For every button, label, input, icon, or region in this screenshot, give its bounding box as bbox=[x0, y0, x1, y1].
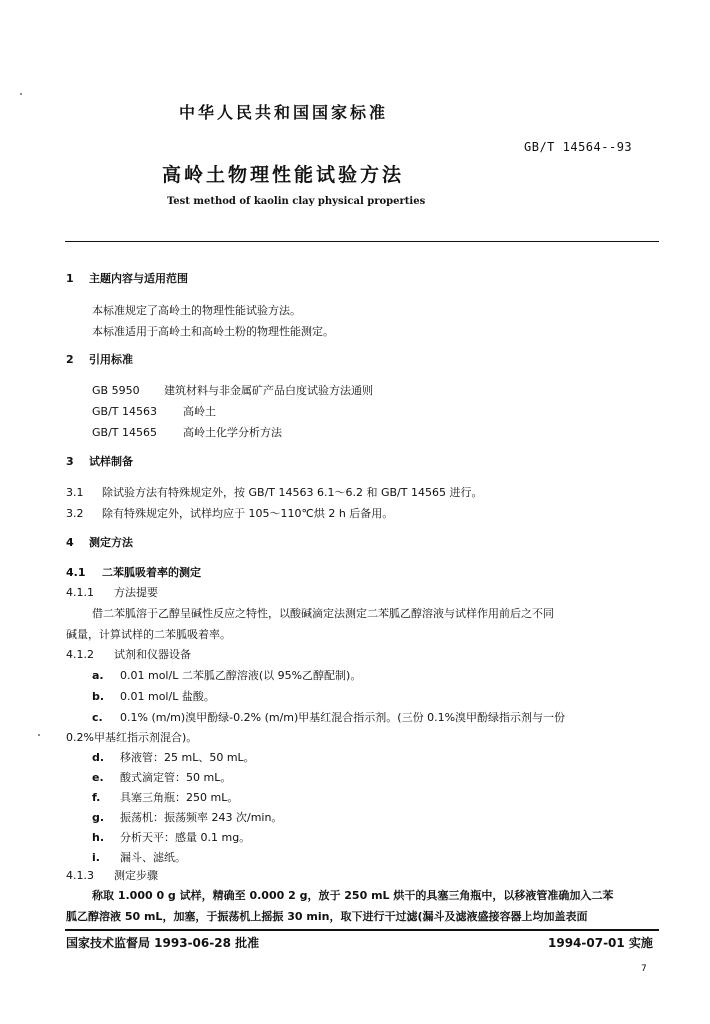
ref-code: GB 5950 bbox=[92, 384, 140, 397]
subsection-title: 方法提要 bbox=[114, 586, 158, 599]
list-item-label: g. bbox=[92, 811, 105, 824]
clause-text: 除试验方法有特殊规定外，按 GB/T 14563 6.1～6.2 和 GB/T 14565 进行。 bbox=[102, 486, 483, 499]
section-2-number: 2 bbox=[66, 353, 74, 366]
body-paragraph-line: 借二苯胍溶于乙醇呈碱性反应之特性，以酸碱滴定法测定二苯胍乙醇溶液与试样作用前后之不同 bbox=[92, 607, 554, 620]
clause-number: 4.1.1 bbox=[66, 586, 94, 599]
list-item-label: h. bbox=[92, 831, 105, 844]
list-item-text: 0.01 mol/L 二苯胍乙醇溶液(以 95%乙醇配制)。 bbox=[120, 669, 362, 682]
list-item-label: b. bbox=[92, 690, 105, 703]
section-1-para-1: 本标准规定了高岭土的物理性能试验方法。 bbox=[92, 304, 301, 317]
header-divider bbox=[65, 241, 659, 242]
section-1-para-2: 本标准适用于高岭土和高岭土粉的物理性能测定。 bbox=[92, 325, 334, 338]
section-3-number: 3 bbox=[66, 455, 74, 468]
list-item-continuation: 0.2%甲基红指示剂混合)。 bbox=[66, 731, 198, 744]
document-title-en: Test method of kaolin clay physical properties bbox=[167, 196, 426, 207]
list-item-text: 0.01 mol/L 盐酸。 bbox=[120, 690, 215, 703]
section-1-number: 1 bbox=[66, 272, 74, 285]
list-item-text: 漏斗、滤纸。 bbox=[120, 851, 186, 864]
page-number: 7 bbox=[641, 964, 647, 974]
scan-speck bbox=[20, 93, 22, 95]
section-4-number: 4 bbox=[66, 536, 74, 549]
list-item-text: 振荡机：振荡频率 243 次/min。 bbox=[120, 811, 283, 824]
list-item-text: 分析天平：感量 0.1 mg。 bbox=[120, 831, 251, 844]
section-1-title: 主题内容与适用范围 bbox=[89, 272, 188, 285]
list-item-label: f. bbox=[92, 791, 101, 804]
clause-number: 3.1 bbox=[66, 486, 84, 499]
list-item-text: 移液管：25 mL、50 mL。 bbox=[120, 751, 255, 764]
document-title-cn: 高岭土物理性能试验方法 bbox=[162, 164, 405, 186]
footer-divider bbox=[65, 929, 659, 931]
ref-name: 高岭土 bbox=[183, 405, 216, 418]
ref-name: 建筑材料与非金属矿产品白度试验方法通则 bbox=[164, 384, 373, 397]
list-item-text: 0.1% (m/m)溴甲酚绿-0.2% (m/m)甲基红混合指示剂。(三份 0.1%溴甲酚绿指示剂与一份 bbox=[120, 711, 566, 724]
list-item-label: c. bbox=[92, 711, 103, 724]
ref-code: GB/T 14563 bbox=[92, 405, 157, 418]
clause-number: 4.1.3 bbox=[66, 869, 94, 882]
clause-text: 除有特殊规定外，试样均应于 105～110℃烘 2 h 后备用。 bbox=[102, 507, 394, 520]
ref-code: GB/T 14565 bbox=[92, 426, 157, 439]
scan-speck bbox=[38, 734, 40, 736]
standard-code: GB/T 14564--93 bbox=[524, 140, 633, 154]
subsection-title: 测定步骤 bbox=[114, 869, 158, 882]
implementation-date: 1994-07-01 实施 bbox=[548, 936, 653, 950]
list-item-label: d. bbox=[92, 751, 105, 764]
list-item-label: i. bbox=[92, 851, 100, 864]
list-item-label: a. bbox=[92, 669, 104, 682]
approval-note: 国家技术监督局 1993-06-28 批准 bbox=[66, 936, 260, 950]
clause-number: 4.1.2 bbox=[66, 648, 94, 661]
section-2-title: 引用标准 bbox=[89, 353, 133, 366]
body-paragraph-line: 胍乙醇溶液 50 mL，加塞，于振荡机上摇振 30 min，取下进行干过滤(漏斗及滤液盛接容器上均加盖表面 bbox=[66, 910, 588, 923]
clause-number: 3.2 bbox=[66, 507, 84, 520]
clause-number: 4.1 bbox=[66, 566, 86, 579]
ref-name: 高岭土化学分析方法 bbox=[183, 426, 282, 439]
standard-org-heading: 中华人民共和国国家标准 bbox=[179, 103, 389, 122]
subsection-title: 试剂和仪器设备 bbox=[114, 648, 191, 661]
list-item-label: e. bbox=[92, 771, 104, 784]
subsection-title: 二苯胍吸着率的测定 bbox=[102, 566, 201, 579]
body-paragraph-line: 碱量，计算试样的二苯胍吸着率。 bbox=[66, 628, 231, 641]
section-4-title: 测定方法 bbox=[89, 536, 133, 549]
body-paragraph-line: 称取 1.000 0 g 试样，精确至 0.000 2 g，放于 250 mL 烘干的具塞三角瓶中，以移液管准确加入二苯 bbox=[92, 889, 614, 902]
section-3-title: 试样制备 bbox=[89, 455, 133, 468]
list-item-text: 具塞三角瓶：250 mL。 bbox=[120, 791, 239, 804]
list-item-text: 酸式滴定管：50 mL。 bbox=[120, 771, 232, 784]
